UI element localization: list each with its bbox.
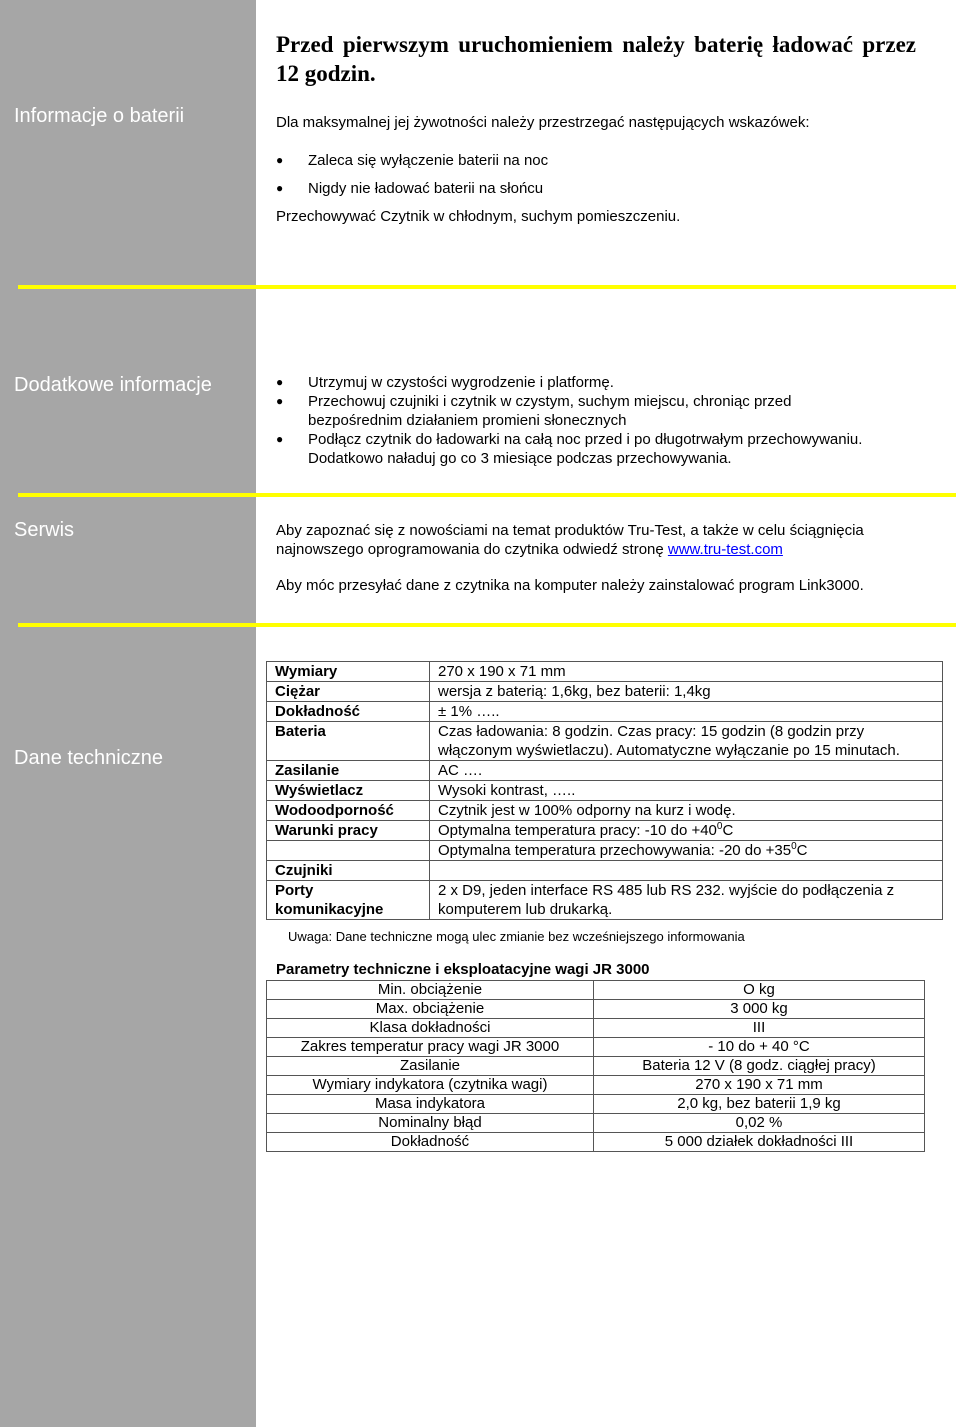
spec-value: [430, 781, 943, 801]
spec-value-text: Czytnik jest w 100% odporny na kurz i wodę.: [438, 802, 736, 819]
param-name: Dokładność: [267, 1133, 594, 1152]
table-row: [267, 1095, 925, 1114]
service-line-2-text: najnowszego oprogramowania do czytnika odwiedź stronę: [276, 541, 668, 558]
list-item: Przechowuj czujniki i czytnik w czystym, suchym miejscu, chroniąc przed: [308, 393, 792, 410]
param-value: 5 000 działek dokładności III: [594, 1133, 925, 1152]
spec-key: Zasilanie: [267, 761, 430, 781]
spec-key: Wymiary: [267, 662, 430, 682]
spec-key: Bateria: [267, 722, 430, 761]
unit: C: [722, 822, 734, 839]
spec-value-text: Optymalna temperatura pracy: -10 do +40: [438, 822, 717, 839]
section-divider: [18, 285, 956, 289]
spec-value-text: 270 x 190 x 71 mm: [438, 663, 566, 680]
spec-key: Wodoodporność: [267, 801, 430, 821]
battery-outro: Przechowywać Czytnik w chłodnym, suchym pomieszczeniu.: [276, 208, 681, 225]
bullet-icon: ●: [276, 375, 284, 389]
bullet-icon: ●: [276, 153, 284, 167]
table-row: [267, 801, 943, 821]
list-item: Nigdy nie ładować baterii na słońcu: [308, 180, 544, 197]
spec-value-text: Czas ładowania: 8 godzin. Czas pracy: 15 godzin (8 godzin przy włączonym wyświetlaczu). Automatyczne wyłączanie po 15 minutach.: [438, 723, 900, 759]
param-name: Klasa dokładności: [267, 1019, 594, 1038]
params-title: Parametry techniczne i eksploatacyjne wagi JR 3000: [276, 961, 650, 978]
param-name: Min. obciążenie: [267, 981, 594, 1000]
spec-value: [430, 861, 943, 881]
spec-value-text: 2 x D9, jeden interface RS 485 lub RS 232. wyjście do podłączenia z komputerem lub drukarką.: [438, 882, 895, 918]
table-row: [267, 662, 943, 682]
section-label-technical: Dane techniczne: [14, 747, 163, 769]
spec-value-text: wersja z baterią: 1,6kg, bez baterii: 1,4kg: [438, 683, 711, 700]
table-row: [267, 1057, 925, 1076]
sidebar: [0, 0, 256, 1427]
spec-value-text: Optymalna temperatura przechowywania: -20 do +35: [438, 842, 792, 859]
spec-key: Warunki pracy: [267, 821, 430, 841]
table-row: [267, 881, 943, 920]
service-line-2: [276, 540, 783, 559]
spec-key: Ciężar: [267, 682, 430, 702]
bullet-icon: ●: [276, 394, 284, 408]
spec-key: Czujniki: [267, 861, 430, 881]
param-name: Masa indykatora: [267, 1095, 594, 1114]
tru-test-link[interactable]: www.tru-test.com: [667, 541, 783, 558]
spec-value: [430, 662, 943, 682]
table-row: [267, 821, 943, 841]
param-value: O kg: [594, 981, 925, 1000]
spec-key: [267, 841, 430, 861]
param-value: Bateria 12 V (8 godz. ciągłej pracy): [594, 1057, 925, 1076]
table-row: [267, 861, 943, 881]
param-value: 270 x 190 x 71 mm: [594, 1076, 925, 1095]
spec-value: [430, 881, 943, 920]
spec-key: Dokładność: [267, 702, 430, 722]
battery-intro: Dla maksymalnej jej żywotności należy przestrzegać następujących wskazówek:: [276, 114, 810, 131]
spec-value: [430, 682, 943, 702]
param-value: - 10 do + 40 °C: [594, 1038, 925, 1057]
spec-value: [430, 821, 943, 841]
spec-value: [430, 801, 943, 821]
service-line-1: Aby zapoznać się z nowościami na temat produktów Tru-Test, a także w celu ściągnięcia: [276, 522, 864, 539]
table-row: [267, 1019, 925, 1038]
unit: C: [796, 842, 808, 859]
table-row: [267, 761, 943, 781]
table-row: [267, 722, 943, 761]
table-row: [267, 781, 943, 801]
params-table: [266, 980, 925, 1152]
param-name: Zasilanie: [267, 1057, 594, 1076]
list-item: Zaleca się wyłączenie baterii na noc: [308, 152, 549, 169]
list-item: Utrzymuj w czystości wygrodzenie i platformę.: [308, 374, 614, 391]
param-value: 3 000 kg: [594, 1000, 925, 1019]
section-label-additional: Dodatkowe informacje: [14, 374, 212, 396]
section-label-service: Serwis: [14, 519, 75, 541]
list-item-continuation: Dodatkowo naładuj go co 3 miesiące podczas przechowywania.: [308, 450, 732, 467]
spec-key: Wyświetlacz: [267, 781, 430, 801]
table-row: [267, 981, 925, 1000]
spec-value-text: AC ….: [438, 762, 483, 779]
param-name: Zakres temperatur pracy wagi JR 3000: [267, 1038, 594, 1057]
bullet-icon: ●: [276, 181, 284, 195]
spec-value-text: Wysoki kontrast, …..: [438, 782, 576, 799]
spec-table: [266, 661, 943, 920]
table-row: [267, 682, 943, 702]
list-item: Podłącz czytnik do ładowarki na całą noc przed i po długotrwałym przechowywaniu.: [308, 431, 863, 448]
list-item-continuation: bezpośrednim działaniem promieni słonecznych: [308, 412, 627, 429]
degree-superscript: 0: [716, 821, 723, 832]
spec-value-text: ± 1% …..: [438, 703, 500, 720]
param-name: Nominalny błąd: [267, 1114, 594, 1133]
degree-superscript: 0: [791, 841, 797, 852]
table-row: [267, 841, 943, 861]
section-divider: [18, 623, 956, 627]
bullet-icon: ●: [276, 432, 284, 446]
param-value: 0,02 %: [594, 1114, 925, 1133]
section-divider: [18, 493, 956, 497]
spec-value: [430, 722, 943, 761]
param-value: III: [594, 1019, 925, 1038]
table-row: [267, 1076, 925, 1095]
spec-value: [430, 761, 943, 781]
spec-value: [430, 841, 943, 861]
table-row: [267, 1114, 925, 1133]
service-line-3: Aby móc przesyłać dane z czytnika na komputer należy zainstalować program Link3000.: [276, 577, 864, 594]
spec-note: Uwaga: Dane techniczne mogą ulec zmianie bez wcześniejszego informowania: [288, 929, 745, 944]
battery-title: Przed pierwszym uruchomieniem należy baterię ładować przez 12 godzin.: [276, 32, 916, 86]
table-row: [267, 1000, 925, 1019]
table-row: [267, 1133, 925, 1152]
param-name: Wymiary indykatora (czytnika wagi): [267, 1076, 594, 1095]
param-value: 2,0 kg, bez baterii 1,9 kg: [594, 1095, 925, 1114]
table-row: [267, 702, 943, 722]
spec-key: Porty komunikacyjne: [267, 881, 430, 920]
spec-value: [430, 702, 943, 722]
table-row: [267, 1038, 925, 1057]
section-label-battery: Informacje o baterii: [14, 105, 185, 127]
param-name: Max. obciążenie: [267, 1000, 594, 1019]
